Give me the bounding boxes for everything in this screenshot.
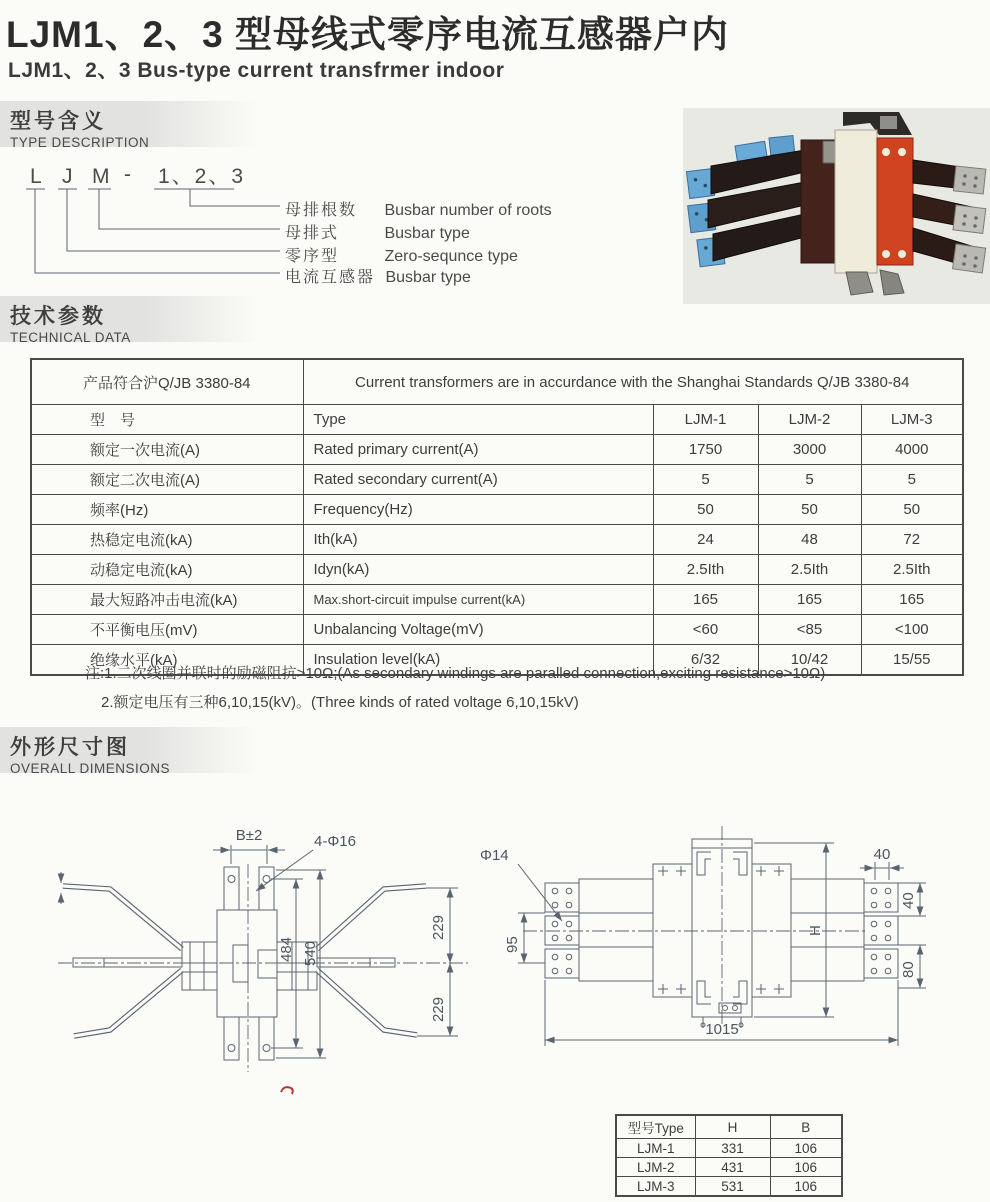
cell-ljm2: 48	[758, 525, 861, 555]
table-row	[31, 435, 963, 465]
page-subtitle: LJM1、2、3 Bus-type current transfrmer indoor	[8, 59, 505, 82]
table-row	[31, 615, 963, 645]
cell-ljm1: 24	[653, 525, 758, 555]
row-label-en: Frequency(Hz)	[303, 495, 653, 525]
row-label-en: Ith(kA)	[303, 525, 653, 555]
cell-ljm2: 10/42	[758, 645, 861, 676]
code-connector-lines	[35, 189, 280, 273]
section-title-en: TECHNICAL DATA	[10, 330, 131, 345]
table-row	[31, 585, 963, 615]
section-title-zh: 型号含义	[10, 110, 106, 133]
cell-ljm1: 50	[653, 495, 758, 525]
cell-ljm2: LJM-2	[758, 405, 861, 435]
row-label-zh: 热稳定电流(kA)	[31, 525, 303, 555]
code-label-en: Busbar type	[384, 225, 470, 242]
code-label-zh: 电流互感器	[285, 269, 376, 286]
row-label-zh: 不平衡电压(mV)	[31, 615, 303, 645]
cell-ljm1: 165	[653, 585, 758, 615]
code-label-en: Zero-sequnce type	[384, 248, 518, 265]
dim-table-header-row	[616, 1115, 842, 1139]
dim-table-row	[616, 1177, 842, 1197]
table-row	[31, 555, 963, 585]
row-label-zh: 最大短路冲击电流(kA)	[31, 585, 303, 615]
dim-cell-type: LJM-1	[616, 1139, 695, 1158]
dim-484: 484	[278, 936, 295, 962]
row-label-en: Idyn(kA)	[303, 555, 653, 585]
dim-95: 95	[504, 936, 521, 953]
cell-ljm2: 3000	[758, 435, 861, 465]
code-letter-l: L	[30, 165, 44, 188]
cell-ljm2: 2.5Ith	[758, 555, 861, 585]
right-bar-ends	[953, 166, 986, 273]
code-label-zh: 母排根数	[285, 202, 358, 219]
clamp-plates	[545, 883, 898, 978]
row-label-en: Rated primary current(A)	[303, 435, 653, 465]
section-title-zh: 技术参数	[10, 305, 106, 328]
row-label-zh: 型 号	[31, 405, 303, 435]
section-header-overall-dimensions	[0, 727, 260, 776]
dimension-drawing-front	[30, 790, 470, 1090]
cell-ljm3: 50	[861, 495, 963, 525]
cell-ljm1: 1750	[653, 435, 758, 465]
product-photo	[683, 108, 990, 304]
code-label-en: Busbar type	[385, 269, 471, 286]
cell-ljm1: 2.5Ith	[653, 555, 758, 585]
row-label-en: Unbalancing Voltage(mV)	[303, 615, 653, 645]
cell-ljm3: 5	[861, 465, 963, 495]
code-label-zh: 母排式	[285, 225, 340, 242]
row-label-en: Max.short-circuit impulse current(kA)	[303, 585, 653, 615]
section-title-en: OVERALL DIMENSIONS	[10, 761, 171, 776]
dim-cell-b: 106	[770, 1158, 842, 1177]
technical-data-table	[30, 358, 964, 676]
page-title: LJM1、2、3 型母线式零序电流互感器户内	[6, 14, 730, 55]
dim-header-b: B	[770, 1115, 842, 1139]
dim-header-h: H	[695, 1115, 770, 1139]
cell-ljm2: 5	[758, 465, 861, 495]
dim-40-right: 40	[900, 892, 917, 909]
dim-table-row	[616, 1158, 842, 1177]
cell-ljm3: 72	[861, 525, 963, 555]
dim-1015: 1015	[705, 1021, 739, 1038]
dim-229-top: 229	[430, 914, 447, 940]
table-row	[31, 405, 963, 435]
cell-ljm2: 165	[758, 585, 861, 615]
code-label-row	[285, 220, 470, 243]
panel-cross-marks	[658, 866, 784, 994]
row-label-zh: 绝缘水平(kA)	[31, 645, 303, 676]
cell-ljm2: 50	[758, 495, 861, 525]
section-title-zh: 外形尺寸图	[10, 736, 130, 759]
cell-ljm3: 165	[861, 585, 963, 615]
dim-229-bottom: 229	[430, 996, 447, 1022]
table-row	[31, 495, 963, 525]
section-title-en: TYPE DESCRIPTION	[10, 135, 150, 150]
dim-cell-h: 331	[695, 1139, 770, 1158]
support-arms	[63, 886, 426, 1036]
note-line-1: 注:1.二次线圈并联时的励磁阻抗>10Ω;(As secondary windings are paralled connection,exciting resistance>10Ω)	[85, 665, 826, 682]
dim-cell-h: 531	[695, 1177, 770, 1197]
dim-h: H	[807, 925, 824, 936]
standard-label-zh: 产品符合沪Q/JB 3380-84	[31, 359, 303, 405]
table-row	[31, 525, 963, 555]
dim-b: B±2	[235, 827, 263, 844]
row-label-en: Rated secondary current(A)	[303, 465, 653, 495]
code-label-row	[285, 197, 552, 220]
cell-ljm1: <60	[653, 615, 758, 645]
dim-540: 540	[302, 940, 319, 966]
code-label-row	[285, 264, 471, 287]
code-label-en: Busbar number of roots	[384, 202, 552, 219]
dim-80: 80	[900, 961, 917, 978]
code-letter-m: M	[92, 165, 112, 188]
row-label-zh: 额定二次电流(A)	[31, 465, 303, 495]
code-letter-j: J	[62, 165, 75, 188]
dimensions-table	[615, 1114, 843, 1197]
table-header-row	[31, 359, 963, 405]
cell-ljm1: LJM-1	[653, 405, 758, 435]
dimension-drawing-side	[468, 788, 990, 1083]
dim-table-row	[616, 1139, 842, 1158]
code-numbers: 1、2、3	[158, 165, 246, 188]
cell-ljm3: 4000	[861, 435, 963, 465]
cell-ljm3: <100	[861, 615, 963, 645]
code-dash: -	[124, 163, 133, 186]
dim-cell-b: 106	[770, 1177, 842, 1197]
dim-cell-type: LJM-3	[616, 1177, 695, 1197]
cell-ljm3: LJM-3	[861, 405, 963, 435]
dim-cell-h: 431	[695, 1158, 770, 1177]
row-label-en: Insulation level(kA)	[303, 645, 653, 676]
red-mark	[276, 1080, 298, 1102]
dim-cell-b: 106	[770, 1139, 842, 1158]
cell-ljm2: <85	[758, 615, 861, 645]
cell-ljm3: 2.5Ith	[861, 555, 963, 585]
dim-cell-type: LJM-2	[616, 1158, 695, 1177]
standard-label-en: Current transformers are in accurdance with the Shanghai Standards Q/JB 3380-84	[303, 359, 963, 405]
row-label-zh: 额定一次电流(A)	[31, 435, 303, 465]
row-label-zh: 动稳定电流(kA)	[31, 555, 303, 585]
code-label-zh: 零序型	[285, 248, 340, 265]
dim-holes: 4-Φ16	[314, 833, 356, 850]
transformer-body	[217, 910, 277, 1017]
section-header-type-description	[0, 101, 260, 150]
dim-phi14: Φ14	[480, 847, 509, 864]
table-row	[31, 465, 963, 495]
dim-header-type: 型号Type	[616, 1115, 695, 1139]
dim-40-top: 40	[873, 846, 891, 863]
section-header-technical-data	[0, 296, 260, 345]
note-line-2: 2.额定电压有三种6,10,15(kV)。(Three kinds of rated voltage 6,10,15kV)	[101, 694, 579, 711]
cell-ljm1: 6/32	[653, 645, 758, 676]
cell-ljm3: 15/55	[861, 645, 963, 676]
row-label-en: Type	[303, 405, 653, 435]
cell-ljm1: 5	[653, 465, 758, 495]
code-label-row	[285, 243, 518, 266]
row-label-zh: 频率(Hz)	[31, 495, 303, 525]
